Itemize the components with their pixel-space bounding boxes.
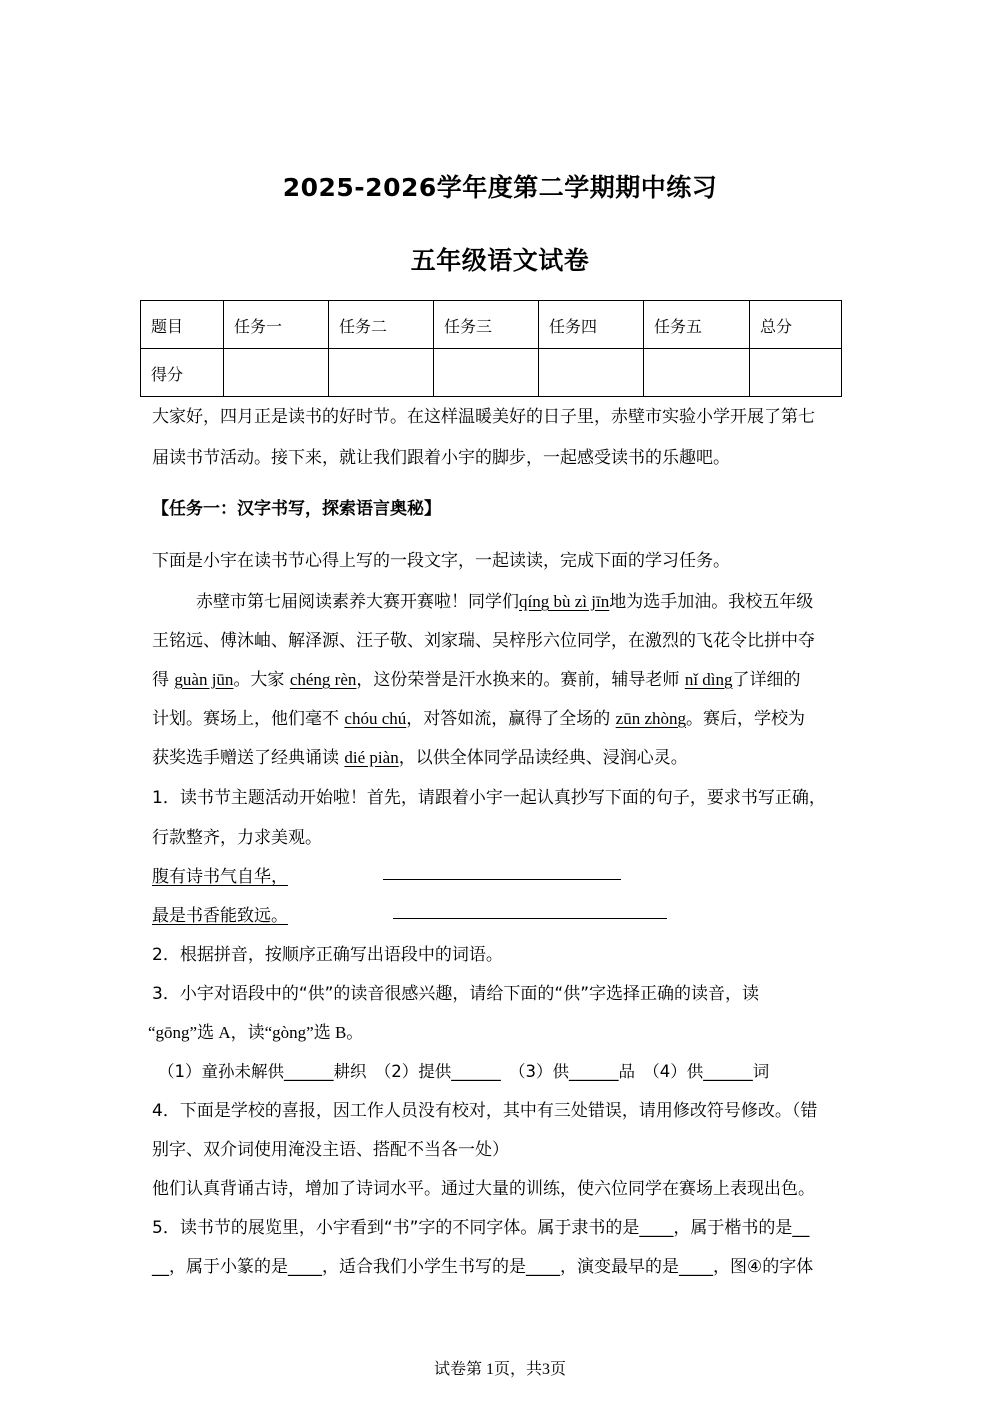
copy-sentence-underline	[258, 904, 292, 926]
task1-intro: 下面是小宇在读书节心得上写的一段文字，一起读读，完成下面的学习任务。	[152, 551, 730, 571]
passage-text: ，以供全体同学品读经典、浸润心灵。	[398, 748, 688, 768]
question-4: 4．下面是学校的喜报，因工作人员没有校对，其中有三处错误，请用修改符号修改。（错	[152, 1101, 818, 1121]
score-table-score-row	[141, 349, 842, 397]
passage-text: 地为选手加油。我校五年级	[609, 592, 814, 612]
score-table-header-row	[141, 301, 842, 349]
question-2: 2．根据拼音，按顺序正确写出语段中的词语。	[152, 945, 503, 965]
question-3-items: （1）童孙未解供______耕织 （2）提供______ （3）供______品 （4）供______词	[158, 1062, 770, 1081]
passage-line: 王铭远、傅沐岫、解泽源、汪子敬、刘家瑞、吴梓彤六位同学，在激烈的飞花令比拼中夺	[152, 631, 815, 651]
passage-text: ，对答如流，赢得了全场的	[406, 709, 611, 729]
passage-text: 。大家	[233, 670, 285, 690]
intro-line: 届读书节活动。接下来，就让我们跟着小宇的脚步，一起感受读书的乐趣吧。	[152, 448, 730, 468]
copy-sentence-underline	[258, 865, 292, 887]
score-cell	[539, 349, 644, 397]
page-title: 2025-2026学年度第二学期期中练习	[282, 173, 718, 202]
pinyin-blank: qíng bù zì jīn	[519, 592, 610, 611]
table-header-cell: 任务二	[329, 301, 434, 349]
table-header-cell: 任务一	[224, 301, 329, 349]
pinyin-blank: chéng rèn	[289, 670, 357, 689]
score-cell	[329, 349, 434, 397]
pinyin-blank: guàn jūn	[174, 670, 234, 689]
passage-line	[152, 746, 688, 770]
question-4-notice: 他们认真背诵古诗，增加了诗词水平。通过大量的训练，使六位同学在赛场上表现出色。	[152, 1179, 815, 1199]
passage-text: 计划。赛场上，他们毫不	[152, 709, 339, 729]
pinyin-blank: zūn zhòng	[615, 709, 686, 728]
passage-text: 。赛后，学校为	[686, 709, 805, 729]
table-header-cell: 任务三	[434, 301, 539, 349]
question-3-cont: “gōng”选 A，读“gòng”选 B。	[148, 1023, 364, 1042]
task1-heading: 【任务一：汉字书写，探索语言奥秘】	[152, 499, 441, 519]
pinyin-blank: nǐ dìng	[684, 670, 733, 689]
passage-text: 了详细的	[732, 670, 801, 690]
passage-line	[152, 668, 801, 692]
table-header-cell: 题目	[141, 301, 224, 349]
score-cell	[434, 349, 539, 397]
score-table	[140, 300, 842, 397]
copy-answer-line-2[interactable]	[393, 918, 667, 919]
question-3: 3．小宇对语段中的“供”的读音很感兴趣，请给下面的“供”字选择正确的读音，读	[152, 984, 760, 1004]
intro-line: 大家好，四月正是读书的好时节。在这样温暖美好的日子里，赤壁市实验小学开展了第七	[152, 407, 815, 427]
passage-line	[152, 707, 805, 731]
table-header-cell: 总分	[750, 301, 842, 349]
pinyin-blank: dié piàn	[344, 748, 399, 767]
passage-text: ，这份荣誉是汗水换来的。赛前，辅导老师	[356, 670, 680, 690]
page-footer: 试卷第 1页，共3页	[433, 1361, 566, 1378]
copy-sentence-2: 最是书香能致远。	[152, 906, 288, 926]
score-cell	[644, 349, 750, 397]
passage-text: 得	[152, 670, 169, 690]
page-subtitle: 五年级语文试卷	[410, 246, 590, 275]
table-row-label: 得分	[141, 349, 224, 397]
question-5: 5．读书节的展览里，小宇看到“书”字的不同字体。属于隶书的是____，属于楷书的是__	[152, 1218, 810, 1238]
passage-text: 获奖选手赠送了经典诵读	[152, 748, 339, 768]
table-header-cell: 任务五	[644, 301, 750, 349]
passage-line	[196, 590, 813, 614]
question-5-cont: __，属于小篆的是____，适合我们小学生书写的是____，演变最早的是____，图④的字体	[152, 1257, 814, 1277]
question-1: 1．读书节主题活动开始啦！首先，请跟着小宇一起认真抄写下面的句子，要求书写正确，	[152, 788, 826, 808]
question-1-cont: 行款整齐，力求美观。	[152, 828, 322, 848]
copy-sentence-1: 腹有诗书气自华，	[152, 867, 288, 887]
question-4-cont: 别字、双介词使用淹没主语、搭配不当各一处）	[152, 1140, 509, 1160]
score-cell	[224, 349, 329, 397]
passage-text: 赤壁市第七届阅读素养大赛开赛啦！同学们	[196, 592, 519, 612]
pinyin-blank: chóu chú	[344, 709, 407, 728]
score-cell	[750, 349, 842, 397]
copy-answer-line-1[interactable]	[383, 879, 621, 880]
table-header-cell: 任务四	[539, 301, 644, 349]
